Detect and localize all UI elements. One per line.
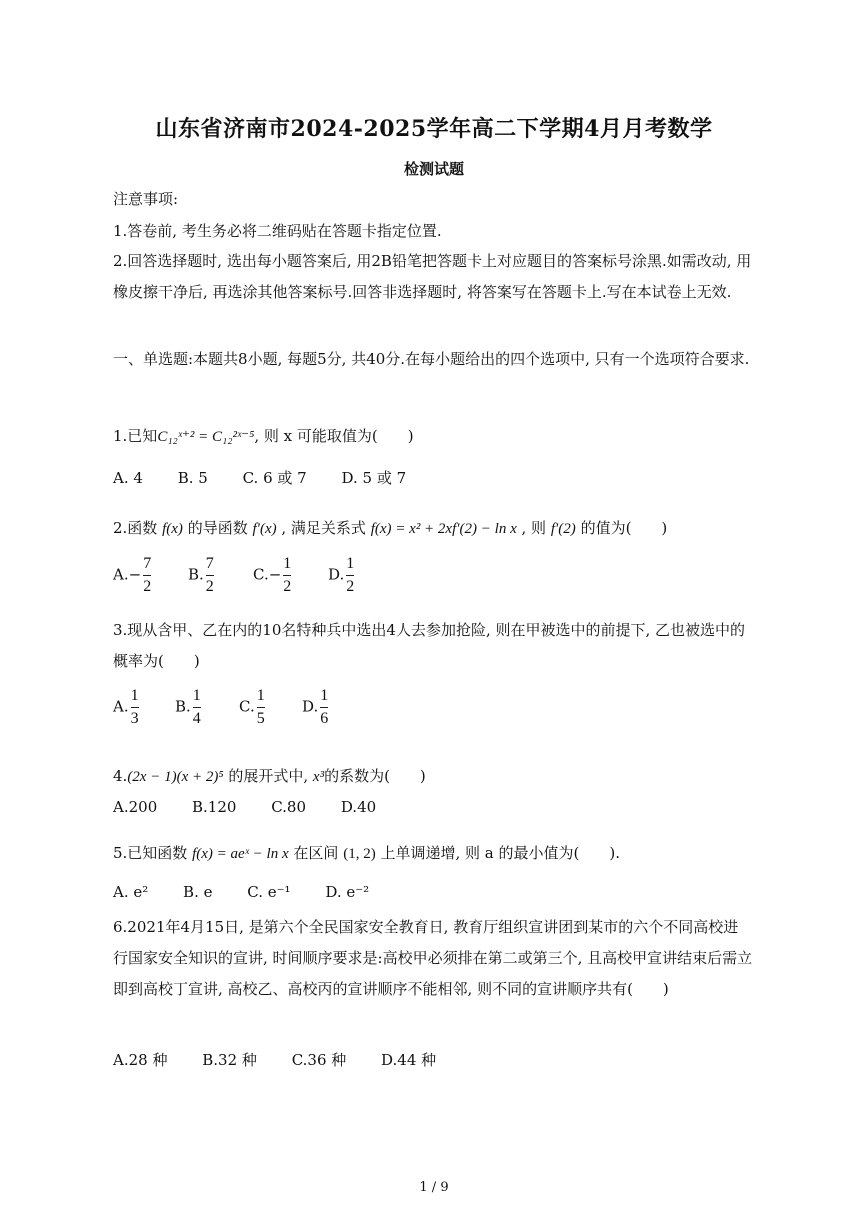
q1-option-a[interactable]: A. 4: [113, 469, 143, 487]
q1-suffix: , 则 x 可能取值为( ): [254, 427, 414, 445]
q1-prefix: 1.已知: [113, 427, 158, 445]
q4-prefix: 4.: [113, 767, 128, 785]
denominator: 6: [320, 710, 329, 727]
q5-text: 在区间: [293, 844, 339, 862]
q2-text-3: , 则: [521, 519, 547, 537]
q3-option-d-fraction: [320, 686, 328, 729]
q6-option-a[interactable]: A.28 种: [113, 1051, 168, 1069]
q2-function: f(x): [162, 521, 183, 537]
q2-option-b-fraction: [206, 554, 214, 597]
q4-option-b[interactable]: B.120: [192, 798, 237, 816]
question-6: 6.2021年4月15日, 是第六个全民国家安全教育日, 教育厅组织宣讲团到某市的六个不同高校进行国家安全知识的宣讲, 时间顺序要求是:高校甲必须排在第二或第三个, 且高校甲宣讲结束后需立即到高校丁宣讲, 高校乙、高校丙的宣讲顺序不能相邻, 则不同的宣讲顺序共有( ): [113, 918, 753, 998]
q3-option-c-fraction: [257, 686, 265, 729]
q4-term: x³: [312, 769, 325, 785]
q3-option-d-label: D.: [302, 697, 319, 716]
question-4: [113, 765, 426, 786]
q1-options: [113, 467, 436, 488]
page-title: 山东省济南市2024-2025学年高二下学期4月月考数学: [155, 116, 713, 142]
numerator: 1: [256, 687, 265, 704]
denominator: 4: [192, 710, 201, 727]
q4-option-c[interactable]: C.80: [271, 798, 307, 816]
q2-option-a-label: A.: [113, 565, 129, 584]
q2-option-d-fraction: [346, 554, 354, 597]
q2-option-a-fraction: [143, 554, 151, 597]
q2-text-2: , 满足关系式: [281, 519, 366, 537]
q5-option-c[interactable]: C. e⁻¹: [247, 883, 291, 901]
q2-prefix: 2.函数: [113, 519, 158, 537]
denominator: 2: [143, 578, 152, 595]
q5-option-d[interactable]: D. e⁻²: [325, 883, 370, 901]
q6-option-b[interactable]: B.32 种: [202, 1051, 257, 1069]
q3-option-d[interactable]: [302, 686, 330, 729]
q6-options: [113, 1049, 466, 1070]
notes-header: 注意事项:: [113, 190, 179, 208]
page-subtitle: 检测试题: [403, 160, 464, 178]
q2-option-a-sign: −: [128, 565, 142, 584]
numerator: 1: [320, 687, 329, 704]
page-number: 1 / 9: [419, 1180, 449, 1195]
q5-prefix: 5.已知函数: [113, 844, 188, 862]
q5-option-b[interactable]: B. e: [183, 883, 213, 901]
q1-option-c[interactable]: C. 6 或 7: [242, 469, 307, 487]
q2-option-a[interactable]: [113, 554, 153, 597]
numerator: 1: [283, 555, 292, 572]
q4-option-a[interactable]: A.200: [113, 798, 158, 816]
q1-option-b[interactable]: B. 5: [177, 469, 208, 487]
q4-options: [113, 798, 406, 816]
q4-expression: (2x − 1)(x + 2)⁵: [127, 769, 224, 785]
q2-option-c[interactable]: [253, 554, 293, 597]
q2-derivative-at-2: f′(2): [550, 521, 576, 537]
numerator: 7: [143, 555, 152, 572]
q5-expression: f(x) = aeˣ − ln x: [192, 846, 289, 862]
denominator: 2: [283, 578, 292, 595]
denominator: 3: [130, 710, 139, 727]
q2-suffix: 的值为( ): [580, 519, 668, 537]
q5-suffix: 上单调递增, 则 a 的最小值为( ).: [380, 844, 620, 862]
question-3: 3.现从含甲、乙在内的10名特种兵中选出4人去参加抢险, 则在甲被选中的前提下, 乙也被选中的概率为( ): [113, 621, 746, 670]
q2-option-b[interactable]: [188, 554, 216, 597]
q3-option-a-label: A.: [113, 697, 129, 716]
denominator: 5: [256, 710, 265, 727]
q2-option-c-sign: −: [268, 565, 282, 584]
q5-interval: (1, 2): [343, 846, 376, 862]
denominator: 2: [346, 578, 355, 595]
q3-option-a[interactable]: [113, 686, 141, 729]
q2-derivative: f′(x): [252, 521, 277, 537]
q3-option-b[interactable]: [175, 686, 203, 729]
q4-suffix: 的系数为( ): [324, 767, 426, 785]
q3-option-a-fraction: [131, 686, 139, 729]
numerator: 7: [205, 555, 214, 572]
q2-text-1: 的导函数: [187, 519, 248, 537]
q1-expression: C₁₂ˣ⁺² = C₁₂²ˣ⁻⁵: [157, 429, 255, 445]
q3-option-c[interactable]: [239, 686, 267, 729]
q3-option-b-fraction: [193, 686, 201, 729]
note-1: 1.答卷前, 考生务必将二维码贴在答题卡指定位置.: [113, 222, 442, 240]
q4-option-d[interactable]: D.40: [340, 798, 377, 816]
q2-option-c-fraction: [283, 554, 291, 597]
q5-options: [113, 883, 399, 901]
question-1: [113, 425, 414, 446]
denominator: 2: [205, 578, 214, 595]
q2-option-c-label: C.: [253, 565, 269, 584]
q2-relation: f(x) = x² + 2xf′(2) − ln x: [370, 521, 517, 537]
q5-option-a[interactable]: A. e²: [113, 883, 149, 901]
q3-option-c-label: C.: [239, 697, 255, 716]
q2-option-d[interactable]: [328, 554, 356, 597]
section-1-instructions: 一、单选题:本题共8小题, 每题5分, 共40分.在每小题给出的四个选项中, 只有一个选项符合要求.: [113, 350, 750, 368]
note-2: 2.回答选择题时, 选出每小题答案后, 用2B铅笔把答题卡上对应题目的答案标号涂黑.如需改动, 用橡皮擦干净后, 再选涂其他答案标号.回答非选择题时, 将答案写在答题卡上.写在本试卷上无效.: [113, 252, 752, 301]
q6-option-d[interactable]: D.44 种: [381, 1051, 437, 1069]
q6-option-c[interactable]: C.36 种: [291, 1051, 347, 1069]
q4-text: 的展开式中,: [228, 767, 309, 785]
numerator: 1: [346, 555, 355, 572]
q1-option-d[interactable]: D. 5 或 7: [341, 469, 407, 487]
numerator: 1: [130, 687, 139, 704]
q2-option-b-label: B.: [188, 565, 204, 584]
q3-option-b-label: B.: [175, 697, 191, 716]
numerator: 1: [192, 687, 201, 704]
question-2: [113, 517, 667, 538]
question-5: [113, 842, 620, 863]
q2-option-d-label: D.: [328, 565, 345, 584]
